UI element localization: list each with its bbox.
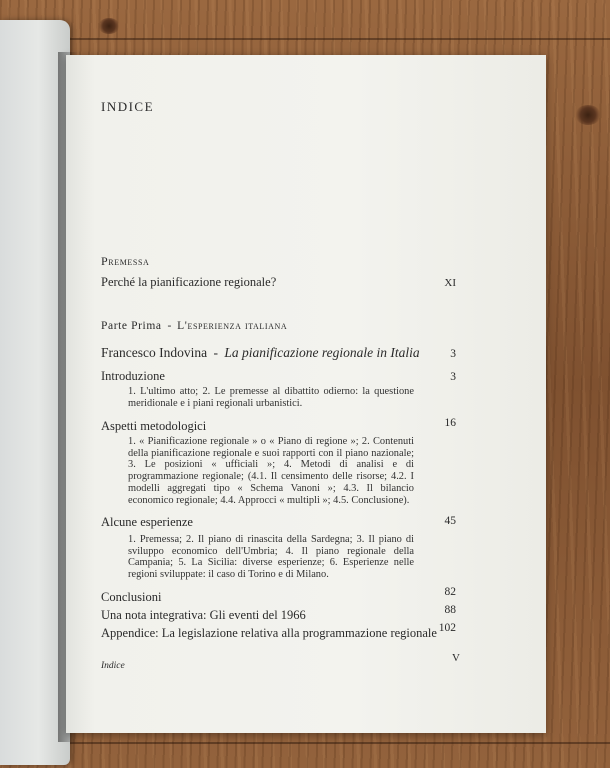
page-number: V: [452, 652, 460, 664]
closing-entry-page: 88: [444, 604, 456, 616]
running-head: Indice: [101, 661, 125, 671]
essay-title: La pianificazione regionale in Italia: [224, 345, 420, 360]
table-board-seam: [0, 742, 610, 744]
premessa-label: Premessa: [101, 254, 150, 268]
table-board-seam: [0, 38, 610, 40]
section-title: Introduzione: [101, 369, 165, 383]
closing-entry-title: Conclusioni: [101, 590, 162, 604]
closing-entry-title: Appendice: La legislazione relativa alla programmazione regionale: [101, 626, 437, 640]
section-title: Aspetti metodologici: [101, 419, 207, 433]
essay-page: 3: [450, 348, 456, 360]
section-summary: 1. « Pianificazione regionale » o « Piano di regione »; 2. Contenuti della pianificazione regionale e suoi rapporti con il piano nazionale; 3. Le posizioni « ufficiali »; 4. Metodi di analisi e di programmazione regionale; (4.1. Il censimento delle risorse; 4.2. I modelli aggregati tipo « Schema Vanoni »; 4.3. Il bilancio economico regionale; 4.4. Approcci « multipli »; 4.5. Conclusione).: [128, 436, 414, 506]
index-page: [66, 55, 546, 733]
closing-entry-title: Una nota integrativa: Gli eventi del 1966: [101, 608, 306, 622]
essay-separator: -: [213, 345, 218, 360]
section-summary: 1. L'ultimo atto; 2. Le premesse al dibattito odierno: la questione meridionale e i piani regionali urbanistici.: [128, 386, 414, 409]
section-page: 16: [444, 417, 456, 429]
wood-knot: [98, 18, 120, 34]
part-title: L'esperienza italiana: [177, 320, 288, 332]
part-separator: -: [167, 320, 172, 332]
premessa-page: XI: [444, 277, 456, 289]
section-title: Alcune esperienze: [101, 515, 193, 529]
premessa-entry: Perché la pianificazione regionale?: [101, 275, 277, 289]
closing-entry-page: 82: [444, 586, 456, 598]
section-page: 3: [450, 371, 456, 383]
wood-knot: [575, 105, 601, 125]
page-heading: INDICE: [101, 99, 155, 114]
section-summary: 1. Premessa; 2. Il piano di rinascita della Sardegna; 3. Il piano di sviluppo economico dell'Umbria; 4. Il piano regionale della Campania; 5. La Sicilia: diverse esperienze; 6. Esperienze nelle regioni sviluppate: il caso di Torino e di Milano.: [128, 534, 414, 581]
essay-line: [101, 345, 420, 361]
section-page: 45: [444, 515, 456, 527]
part-heading: [101, 320, 287, 332]
essay-author: Francesco Indovina: [101, 345, 208, 360]
closing-entry-page: 102: [438, 622, 456, 634]
part-label: Parte Prima: [101, 320, 162, 332]
